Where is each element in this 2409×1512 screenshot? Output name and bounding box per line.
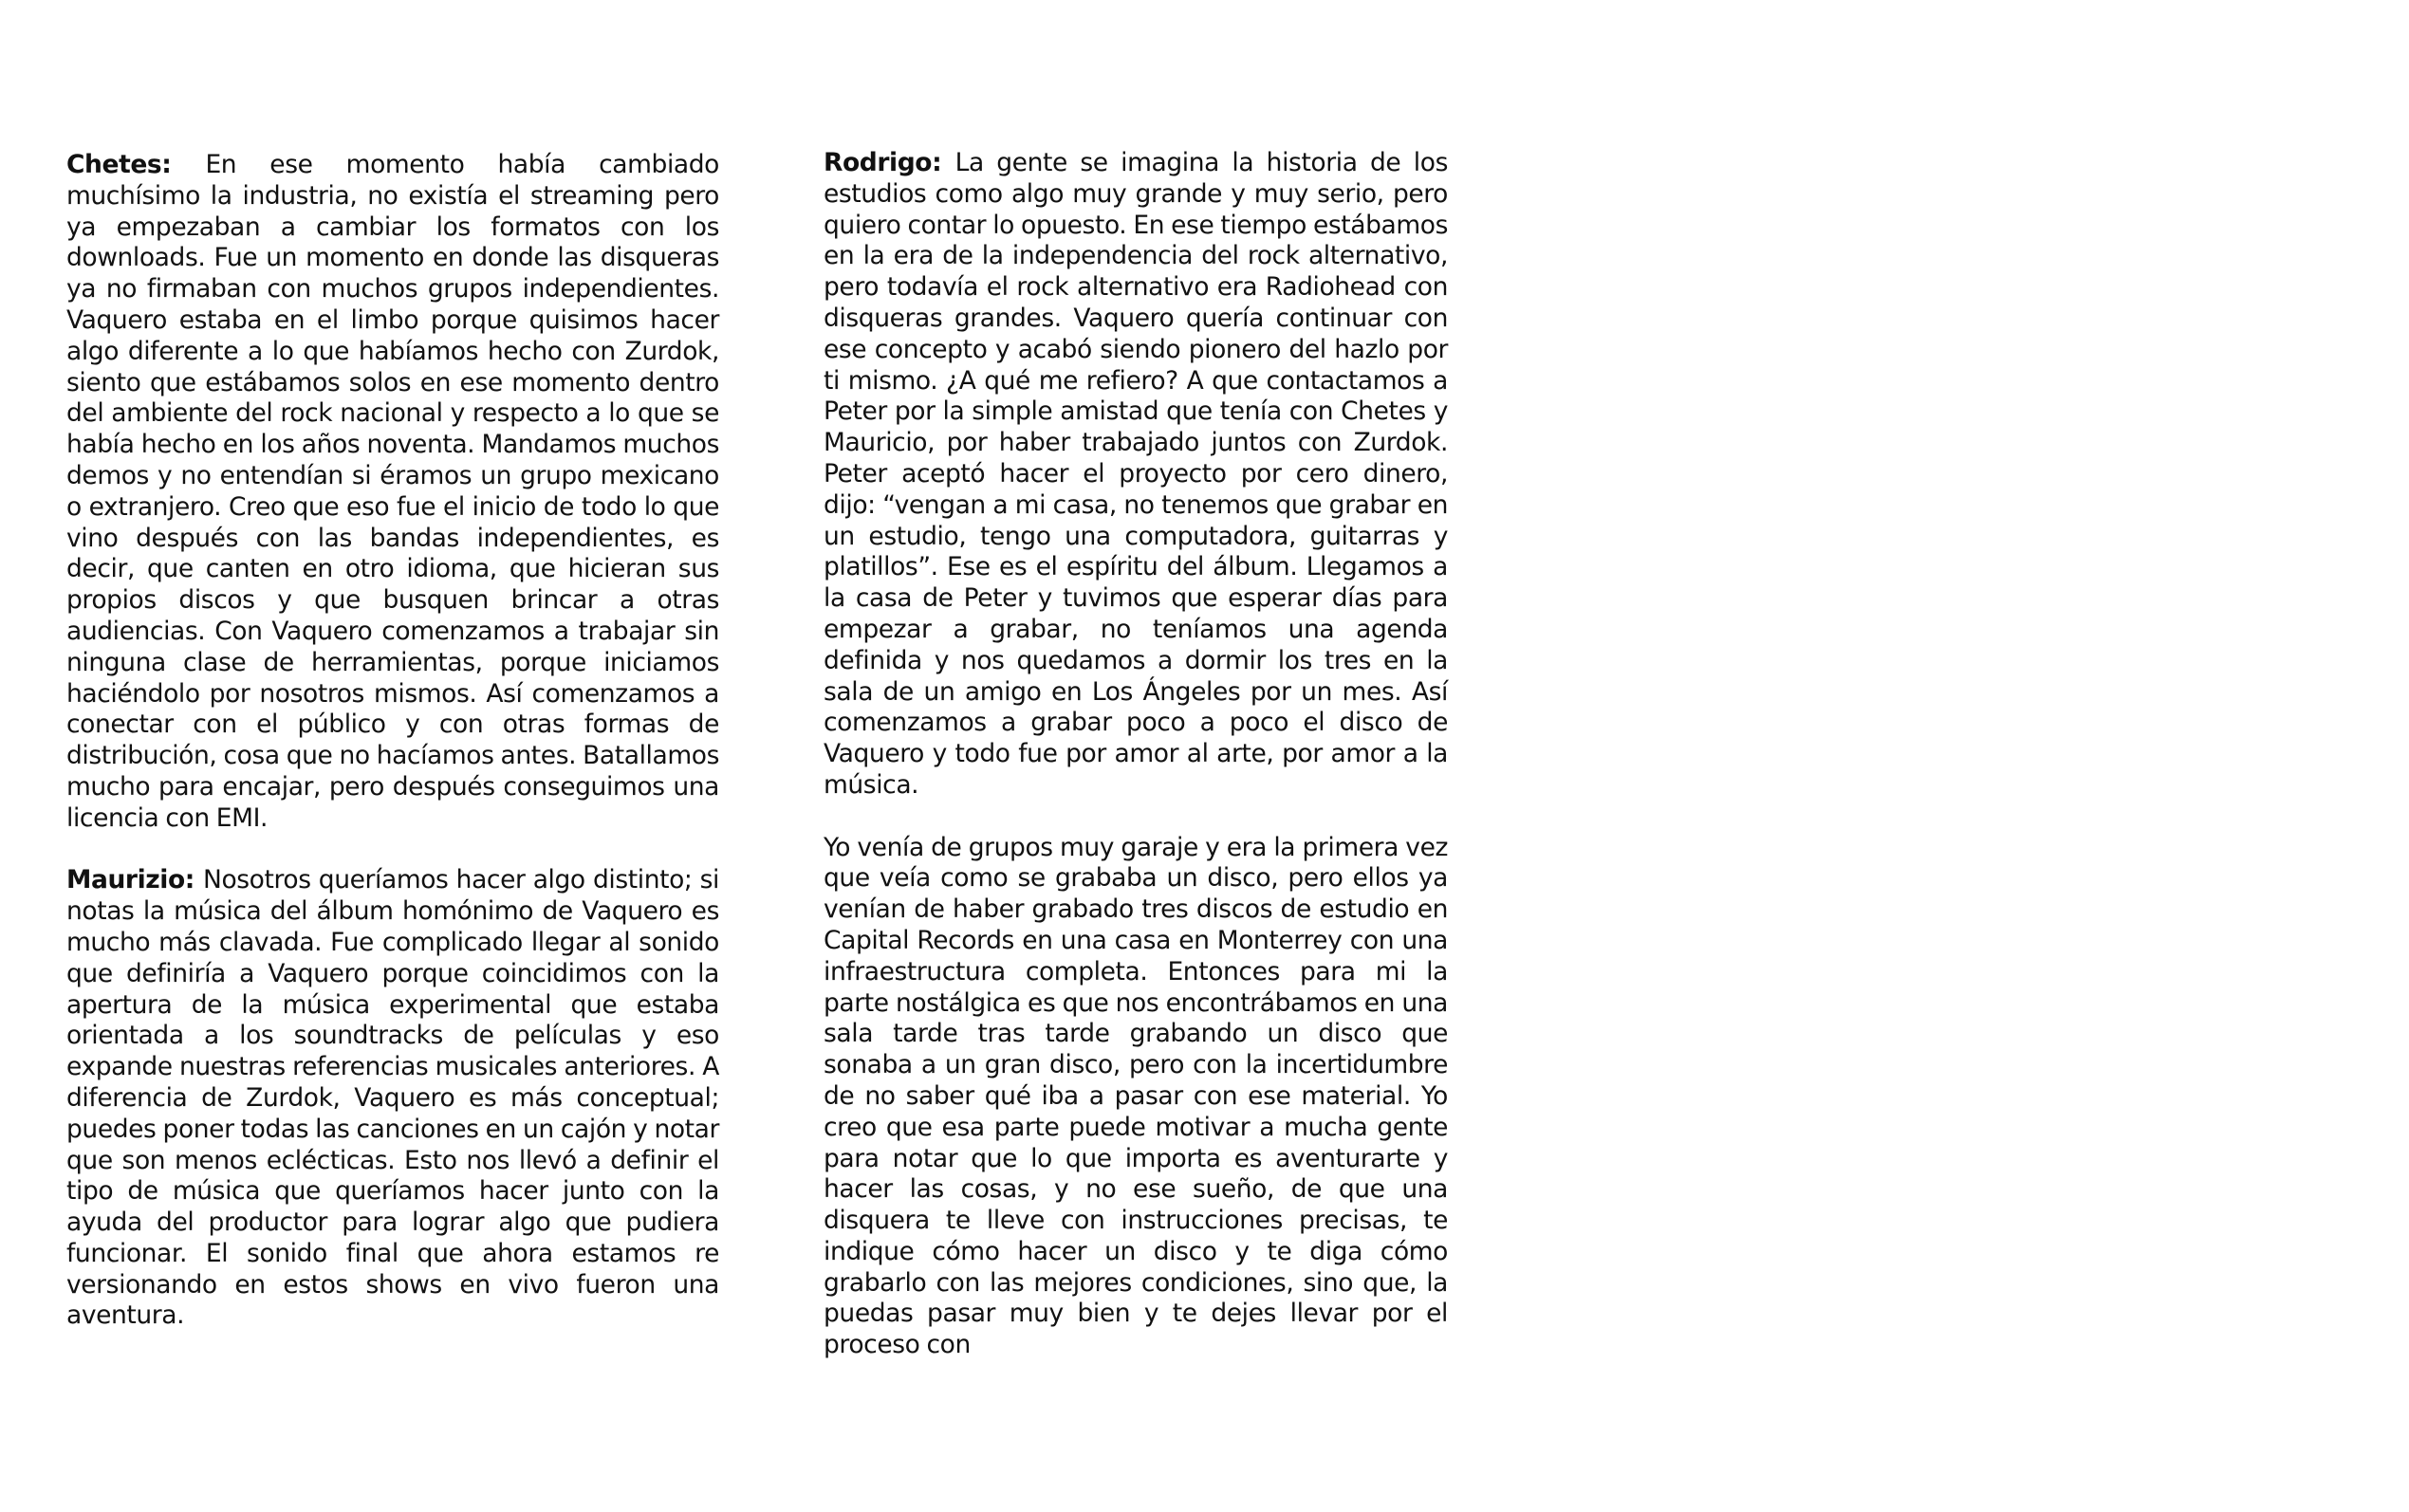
paragraph-text: Nosotros queríamos hacer algo distinto; si notas la música del álbum homónimo de Vaquero es mucho más clavada. Fue complicado llegar al sonido que definiría a Vaquero porque coincidimos con la apertura de la música experimental que estaba orientada a los soundtracks de películas y eso expande nuestras referencias musicales anteriores. A diferencia de Zurdok, Vaquero es más conceptual; puedes poner todas las canciones en un cajón y notar que son menos eclécticas. Esto nos llevó a definir el tipo de música que queríamos hacer junto con la ayuda del productor para lograr algo que pudiera funcionar. El sonido final que ahora estamos re versionando en estos shows en vivo fueron una aventura.: [66, 865, 720, 1331]
interview-paragraph-maurizio: [66, 865, 719, 1332]
speaker-name: Rodrigo:: [824, 148, 955, 177]
left-column: [66, 150, 719, 1363]
paragraph-text: La gente se imagina la historia de los estudios como algo muy grande y muy serio, pero quiero contar lo opuesto. En ese tiempo estábamos en la era de la independencia del rock alternativo, pero todavía el rock alternativo era Radiohead con disqueras grandes. Vaquero quería continuar con ese concepto y acabó siendo pionero del hazlo por ti mismo. ¿A qué me refiero? A que contactamos a Peter por la simple amistad que tenía con Chetes y Mauricio, por haber trabajado juntos con Zurdok. Peter aceptó hacer el proyecto por cero dinero, dijo: “vengan a mi casa, no tenemos que grabar en un estudio, tengo una computadora, guitarras y platillos”. Ese es el espíritu del álbum. Llegamos a la casa de Peter y tuvimos que esperar días para empezar a grabar, no teníamos una agenda definida y nos quedamos a dormir los tres en la sala de un amigo en Los Ángeles por un mes. Así comenzamos a grabar poco a poco el disco de Vaquero y todo fue por amor al arte, por amor a la música.: [824, 148, 1448, 800]
paragraph-text: Yo venía de grupos muy garaje y era la primera vez que veía como se grababa un disco, pero ellos ya venían de haber grabado tres discos de estudio en Capital Records en una casa en Monterrey con una infraestructura completa. Entonces para mi la parte nostálgica es que nos encontrábamos en una sala tarde tras tarde grabando un disco que sonaba a un gran disco, pero con la incertidumbre de no saber qué iba a pasar con ese material. Yo creo que esa parte puede motivar a mucha gente para notar que lo que importa es aventurarte y hacer las cosas, y no ese sueño, de que una disquera te lleve con instrucciones precisas, te indique cómo hacer un disco y te diga cómo grabarlo con las mejores condiciones, sino que, la puedas pasar muy bien y te dejes llevar por el proceso con: [824, 832, 1448, 1360]
interview-paragraph-rodrigo: [824, 148, 1448, 802]
interview-paragraph-rodrigo-continued: [824, 833, 1448, 1362]
speaker-name: Maurizio:: [66, 865, 204, 895]
interview-paragraph-chetes: [66, 150, 719, 835]
right-column: [824, 148, 1448, 1392]
speaker-name: Chetes:: [66, 150, 206, 179]
paragraph-text: En ese momento había cambiado muchísimo la industria, no existía el streaming pero ya empezaban a cambiar los formatos con los downloads. Fue un momento en donde las disqueras ya no firmaban con muchos grupos independientes. Vaquero estaba en el limbo porque quisimos hacer algo diferente a lo que habíamos hecho con Zurdok, siento que estábamos solos en ese momento dentro del ambiente del rock nacional y respecto a lo que se había hecho en los años noventa. Mandamos muchos demos y no entendían si éramos un grupo mexicano o extranjero. Creo que eso fue el inicio de todo lo que vino después con las bandas independientes, es decir, que canten en otro idioma, que hicieran sus propios discos y que busquen brincar a otras audiencias. Con Vaquero comenzamos a trabajar sin ninguna clase de herramientas, porque iniciamos haciéndolo por nosotros mismos. Así comenzamos a conectar con el público y con otras formas de distribución, cosa que no hacíamos antes. Batallamos mucho para encajar, pero después conseguimos una licencia con EMI.: [66, 150, 719, 833]
